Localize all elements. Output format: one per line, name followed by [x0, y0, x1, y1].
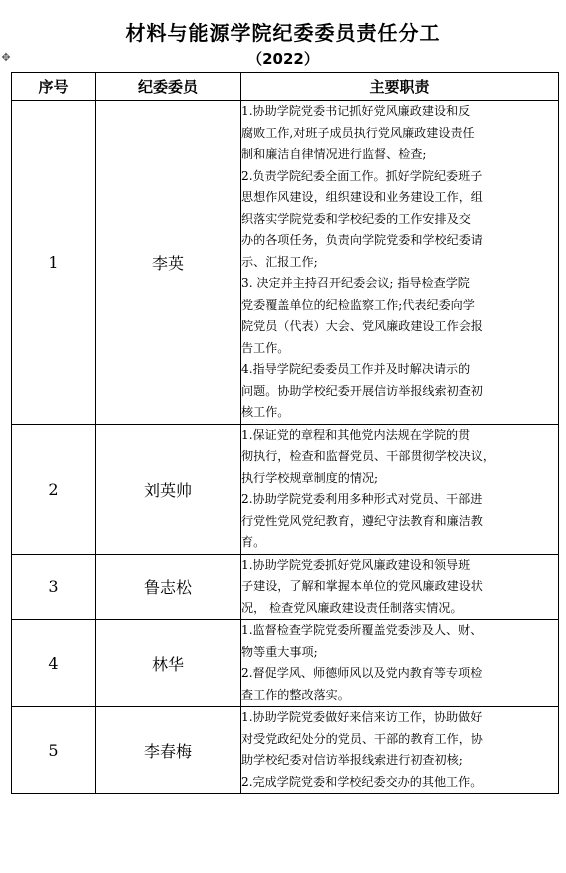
duty-cell [241, 101, 559, 425]
duty-cell [241, 424, 559, 554]
duty-line: 制和廉洁自律情况进行监督、检查; [241, 147, 427, 161]
row-number: 2 [12, 424, 96, 554]
table-row [12, 424, 559, 554]
duty-line: 助学校纪委对信访举报线索进行初查初核; [241, 753, 463, 767]
duty-line: 党委覆盖单位的纪检监察工作;代表纪委向学 [241, 297, 475, 312]
duty-cell [241, 620, 559, 707]
member-name: 李英 [96, 101, 241, 425]
duty-line: 示、汇报工作; [241, 254, 318, 269]
row-number: 1 [12, 101, 96, 425]
table-header-row [12, 73, 559, 101]
duty-line: 4.指导学院纪委委员工作并及时解决请示的 [241, 362, 471, 376]
header-duties: 主要职责 [241, 73, 559, 101]
duty-line: 2.负责学院纪委全面工作。抓好学院纪委班子 [241, 168, 483, 183]
duty-line: 1.协助学院党委做好来信来访工作，协助做好 [241, 710, 483, 724]
duty-line: 子建设，了解和掌握本单位的党风廉政建设状 [241, 579, 483, 593]
duty-line: 2.协助学院党委利用多种形式对党员、干部进 [241, 492, 483, 506]
duty-line: 1.协助学院党委抓好党风廉政建设和领导班 [241, 557, 471, 572]
duty-line: 告工作。 [241, 340, 290, 355]
document-title: 材料与能源学院纪委委员责任分工 [125, 21, 441, 45]
responsibility-table [11, 72, 559, 794]
duty-line: 行党性党风党纪教育，遵纪守法教育和廉洁教 [241, 513, 483, 528]
duty-line: 1.协助学院党委书记抓好党风廉政建设和反 [241, 104, 471, 118]
member-name: 鲁志松 [96, 554, 241, 620]
table-row [12, 554, 559, 620]
duty-line: 彻执行，检查和监督党员、干部贯彻学校决议， [241, 449, 495, 463]
duty-line: 2.督促学风、师德师风以及党内教育等专项检 [241, 666, 483, 680]
row-number: 4 [12, 620, 96, 707]
duty-line: 执行学校规章制度的情况; [241, 470, 379, 485]
duty-line: 2.完成学院党委和学校纪委交办的其他工作。 [241, 774, 483, 789]
duty-cell [241, 707, 559, 794]
table-row [12, 707, 559, 794]
duty-line: 查工作的整改落实。 [241, 687, 350, 702]
duty-line: 育。 [241, 535, 266, 549]
duty-line: 核工作。 [241, 405, 290, 419]
header-member: 纪委委员 [96, 73, 241, 101]
table-move-handle-icon[interactable]: ✥ [1, 51, 11, 64]
table-row [12, 101, 559, 425]
duty-cell [241, 554, 559, 620]
document-year: （2022） [247, 50, 319, 68]
duty-line: 织落实学院党委和学校纪委的工作安排及交 [241, 211, 471, 226]
member-name: 刘英帅 [96, 424, 241, 554]
duty-line: 对受党政纪处分的党员、干部的教育工作，协 [241, 731, 483, 746]
duty-line: 问题。协助学校纪委开展信访举报线索初查初 [241, 383, 483, 398]
member-name: 李春梅 [96, 707, 241, 794]
member-name: 林华 [96, 620, 241, 707]
duty-line: 办的各项任务，负责向学院党委和学校纪委请 [241, 233, 483, 247]
header-number: 序号 [12, 73, 96, 101]
duty-line: 1.监督检查学院党委所覆盖党委涉及人、财、 [241, 623, 483, 637]
duty-line: 况， 检查党风廉政建设责任制落实情况。 [241, 600, 463, 615]
duty-line: 物等重大事项; [241, 644, 318, 659]
duty-line: 1.保证党的章程和其他党内法规在学院的贯 [241, 427, 471, 442]
table-row [12, 620, 559, 707]
duty-line: 院党员（代表）大会、党风廉政建设工作会报 [241, 319, 483, 333]
duty-line: 思想作风建设，组织建设和业务建设工作，组 [241, 190, 483, 204]
row-number: 5 [12, 707, 96, 794]
row-number: 3 [12, 554, 96, 620]
duty-line: 3. 决定并主持召开纪委会议; 指导检查学院 [241, 276, 470, 290]
duty-line: 腐败工作,对班子成员执行党风廉政建设责任 [241, 125, 475, 140]
